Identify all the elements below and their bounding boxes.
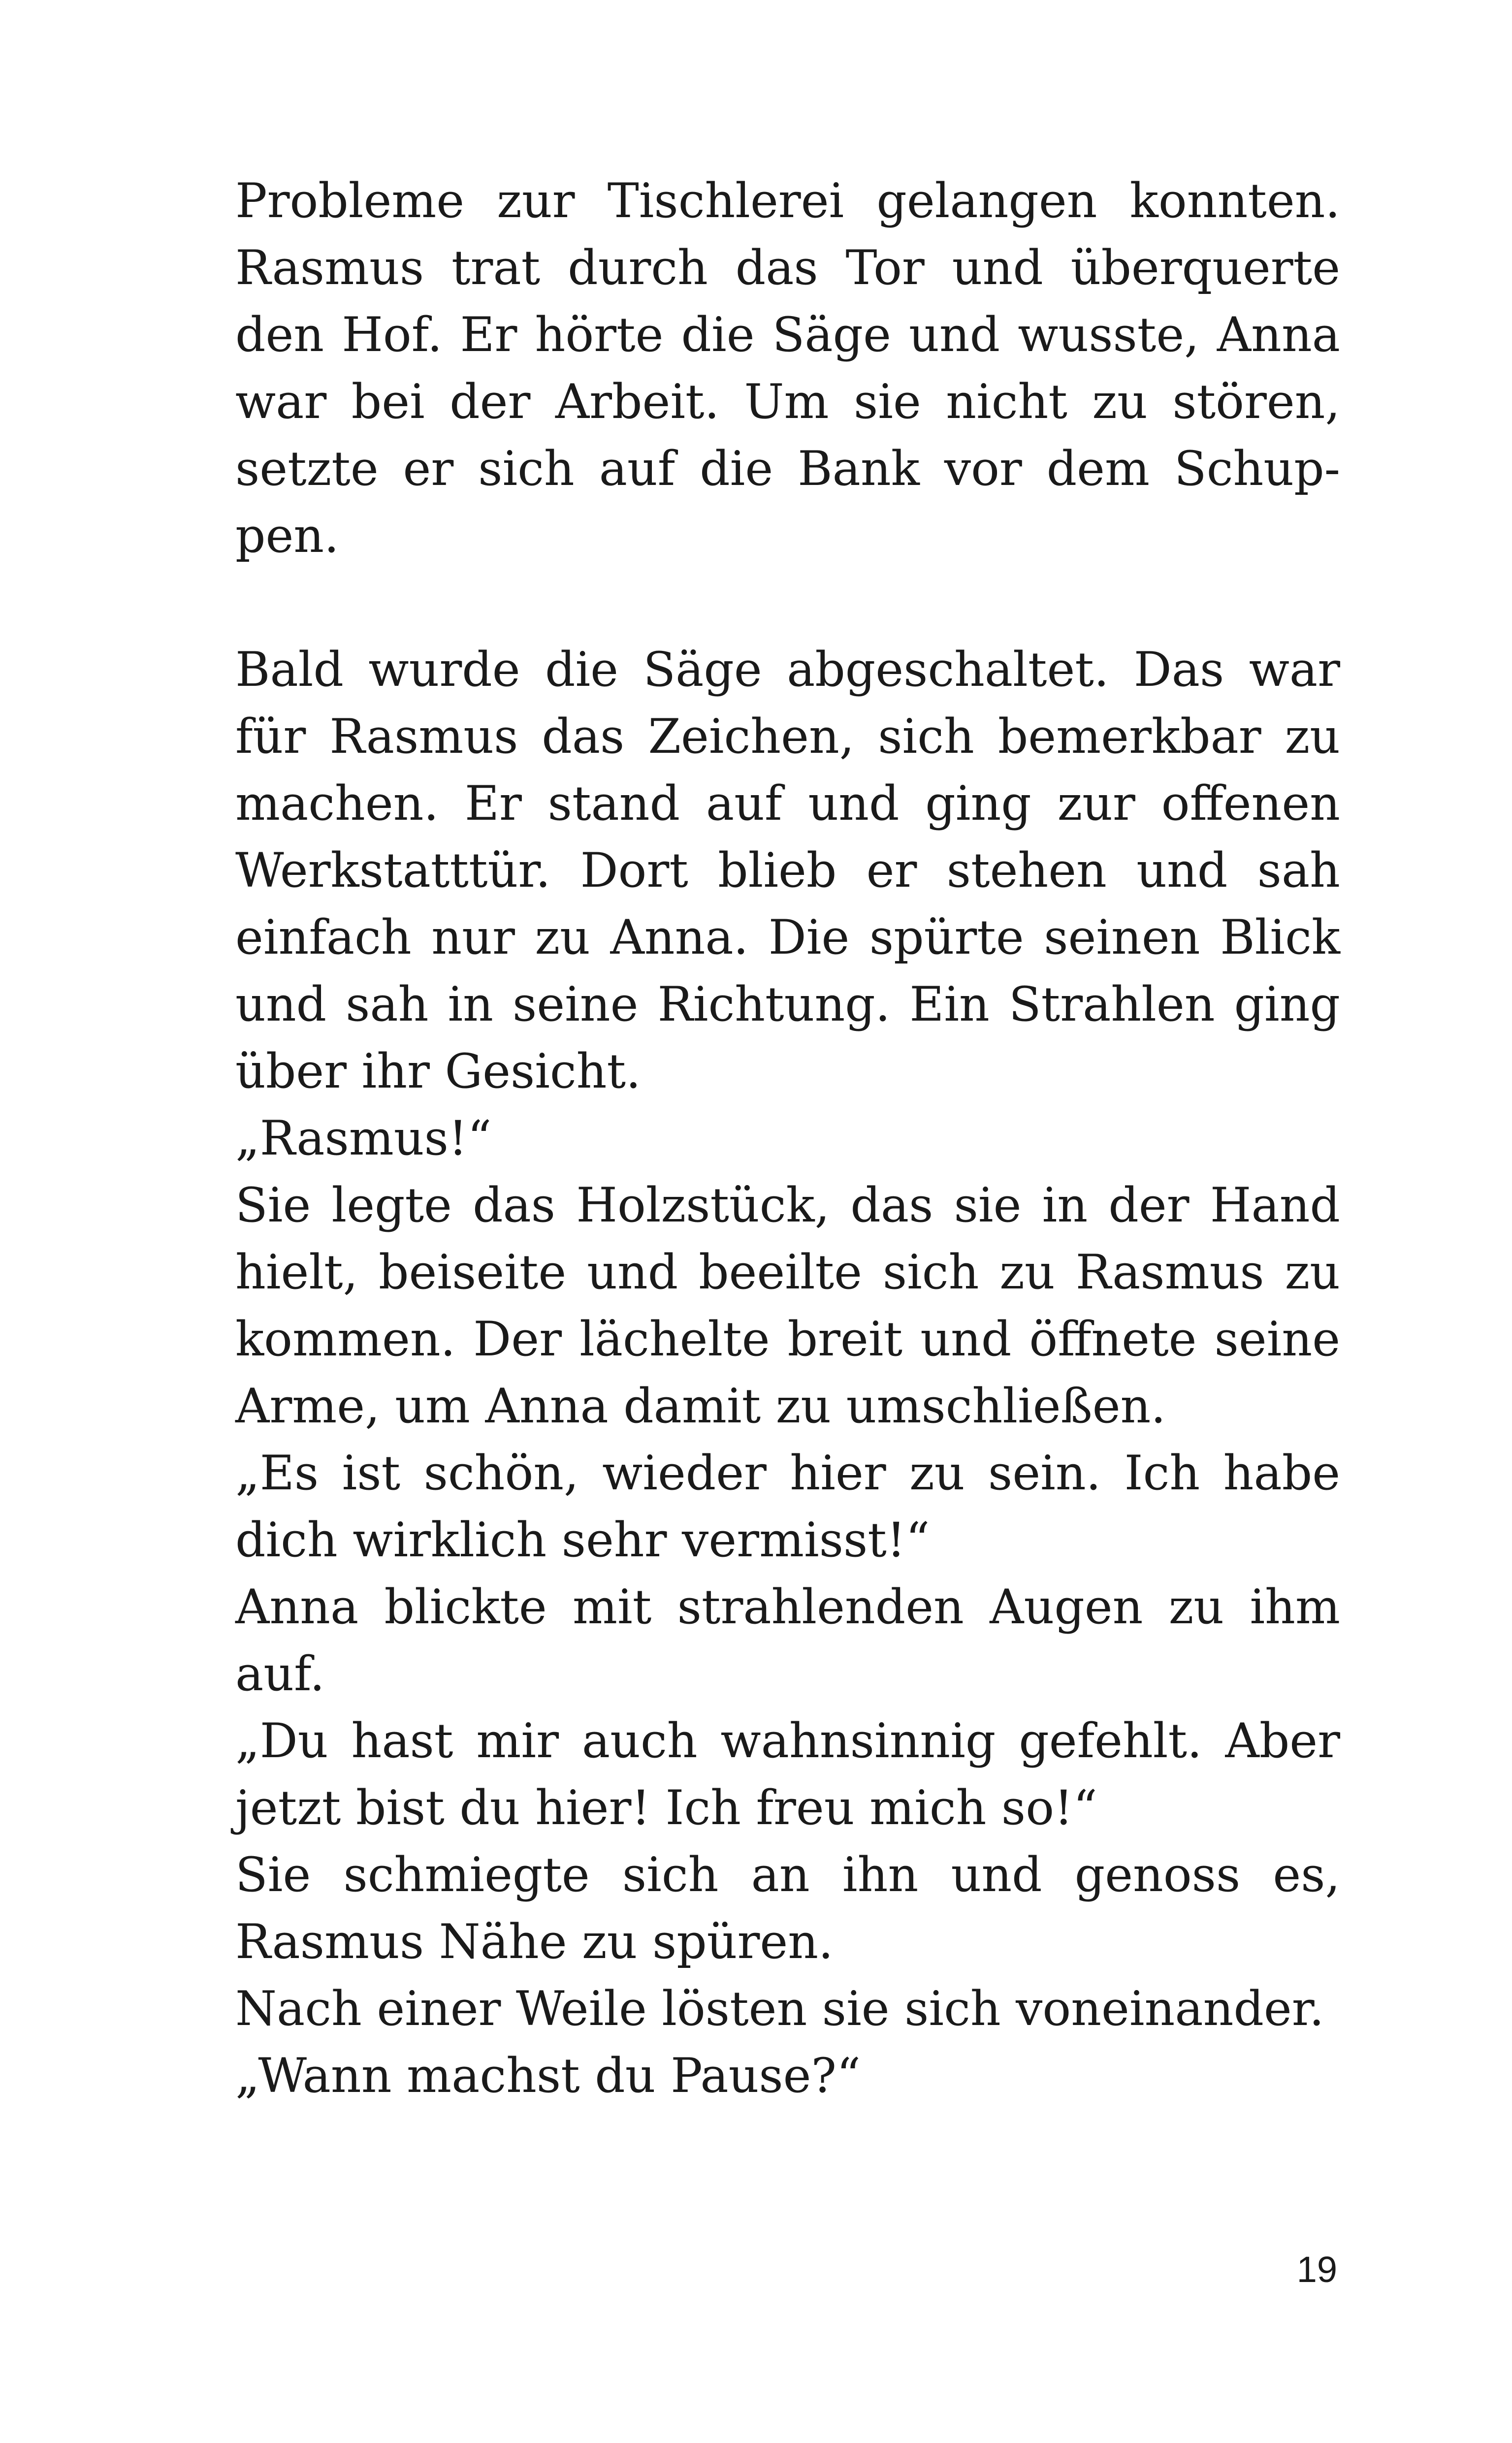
text-line: Arme, um Anna damit zu umschließen. <box>235 1379 1166 1434</box>
text-line: Probleme zur Tischlerei gelangen konnten. <box>235 173 1340 228</box>
text-line: „Rasmus!“ <box>235 1111 492 1166</box>
text-line: jetzt bist du hier! Ich freu mich so!“ <box>235 1780 1097 1835</box>
text-line: und sah in seine Richtung. Ein Strahlen ging <box>235 977 1340 1032</box>
page-number: 19 <box>1296 2249 1337 2290</box>
body-text <box>235 167 1340 2109</box>
dialogue-line <box>235 1440 1340 1574</box>
text-line: Rasmus Nähe zu spüren. <box>235 1914 834 1969</box>
text-line: setzte er sich auf die Bank vor dem Schup- <box>235 441 1340 496</box>
text-line: Anna blickte mit strahlenden Augen zu ihm <box>235 1579 1340 1635</box>
text-line: dich wirklich sehr vermisst!“ <box>235 1512 930 1568</box>
text-line: Sie schmiegte sich an ihn und genoss es, <box>235 1847 1340 1902</box>
text-line: einfach nur zu Anna. Die spürte seinen Blick <box>235 910 1340 965</box>
text-line: „Es ist schön, wieder hier zu sein. Ich habe <box>235 1446 1340 1501</box>
text-line: für Rasmus das Zeichen, sich bemerkbar zu <box>235 709 1340 764</box>
text-line: kommen. Der lächelte breit und öffnete seine <box>235 1312 1340 1367</box>
text-line: den Hof. Er hörte die Säge und wusste, Anna <box>235 307 1340 362</box>
text-line: Bald wurde die Säge abgeschaltet. Das war <box>235 642 1340 697</box>
paragraph <box>235 167 1340 569</box>
text-line: war bei der Arbeit. Um sie nicht zu stören, <box>235 374 1340 429</box>
text-line: Nach einer Weile lösten sie sich voneinander. <box>235 1981 1324 2036</box>
paragraph <box>235 1841 1340 1975</box>
paragraph <box>235 1975 1340 2042</box>
text-line: pen. <box>235 508 339 563</box>
text-line: „Wann machst du Pause?“ <box>235 2048 861 2103</box>
dialogue-line <box>235 2042 1340 2109</box>
dialogue-line <box>235 1707 1340 1841</box>
text-line: Rasmus trat durch das Tor und überquerte <box>235 240 1340 295</box>
text-line: machen. Er stand auf und ging zur offenen <box>235 776 1340 831</box>
text-line: Sie legte das Holzstück, das sie in der Hand <box>235 1178 1340 1233</box>
dialogue-line <box>235 1105 1340 1172</box>
text-line: über ihr Gesicht. <box>235 1044 641 1099</box>
text-line: auf. <box>235 1646 325 1702</box>
paragraph <box>235 1574 1340 1707</box>
text-line: „Du hast mir auch wahnsinnig gefehlt. Aber <box>235 1713 1340 1768</box>
paragraph <box>235 636 1340 1105</box>
paragraph <box>235 1172 1340 1440</box>
text-line: Werkstatttür. Dort blieb er stehen und sah <box>235 843 1340 898</box>
text-line: hielt, beiseite und beeilte sich zu Rasmus zu <box>235 1245 1340 1300</box>
